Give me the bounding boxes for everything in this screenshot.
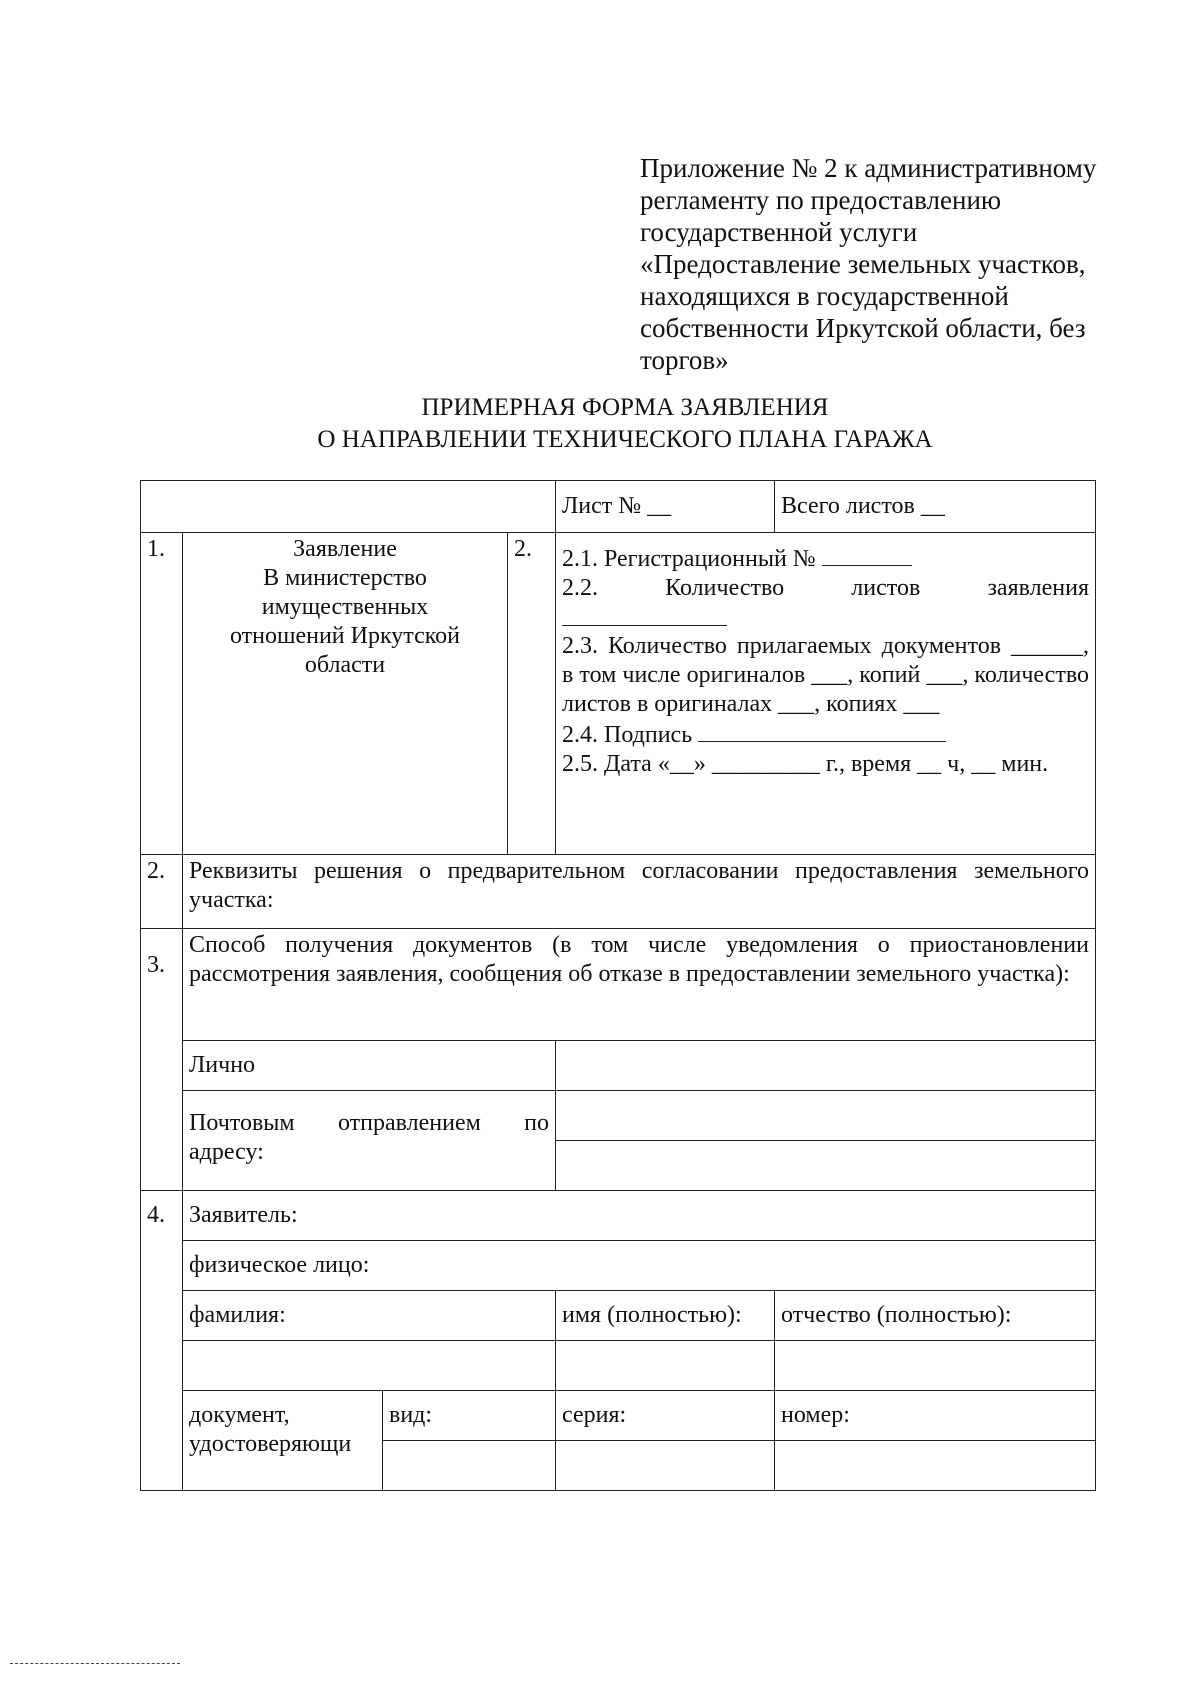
appendix-line: собственности Иркутской области, без <box>640 313 1086 343</box>
document-series-field[interactable] <box>556 1441 775 1491</box>
header-empty-cell <box>141 481 556 533</box>
fio-values-row <box>141 1341 1096 1391</box>
total-sheets-cell[interactable] <box>775 481 1096 533</box>
signature-label: 2.4. Подпись <box>562 722 693 748</box>
document-number-field[interactable] <box>775 1441 1096 1491</box>
sheet-number-cell[interactable] <box>556 481 775 533</box>
section-2-row <box>141 855 1096 929</box>
statement-sheets-field[interactable] <box>562 603 727 626</box>
statement-line: имущественных <box>261 594 429 620</box>
delivery-method-label: Способ получения документов (в том числе уведомления о приостановлении рассмотрения заявления, сообщения об отказе в предоставлении земельного участка): <box>183 929 1096 1041</box>
name-field[interactable] <box>556 1341 775 1391</box>
sub-number: 2. <box>508 533 556 855</box>
date-time-field[interactable]: 2.5. Дата «__» _________ г., время __ ч, __ мин. <box>562 751 1049 777</box>
form-title <box>140 392 1110 456</box>
section-1-row <box>141 533 1096 855</box>
appendix-line: торгов» <box>640 345 729 375</box>
document-series-label: серия: <box>556 1391 775 1441</box>
applicant-label: Заявитель: <box>183 1191 1096 1241</box>
application-form-table <box>140 480 1096 1491</box>
identity-document-label: документ, удостоверяющи <box>183 1391 383 1491</box>
appendix-line: регламенту по предоставлению <box>640 185 1002 215</box>
registration-number-label: 2.1. Регистрационный № <box>562 546 816 572</box>
statement-line: области <box>304 652 386 678</box>
name-label: имя (полностью): <box>556 1291 775 1341</box>
appendix-note <box>640 152 1140 376</box>
form-title-line-1: ПРИМЕРНАЯ ФОРМА ЗАЯВЛЕНИЯ <box>421 394 829 421</box>
section-number: 4. <box>141 1191 183 1491</box>
patronymic-label: отчество (полностью): <box>775 1291 1096 1341</box>
registration-number-field[interactable] <box>562 543 1089 574</box>
document-type-field[interactable] <box>383 1441 556 1491</box>
header-row <box>141 481 1096 533</box>
individual-label: физическое лицо: <box>183 1241 1096 1291</box>
statement-line: Заявление <box>293 536 397 562</box>
delivery-personal-label: Лично <box>183 1041 556 1091</box>
section-4-row <box>141 1191 1096 1241</box>
document-number-label: номер: <box>775 1391 1096 1441</box>
registration-cell <box>556 533 1096 855</box>
delivery-mail-label: Почтовым отправлением по адресу: <box>183 1091 556 1191</box>
page-edge-mark <box>10 1663 180 1664</box>
statement-cell <box>183 533 508 855</box>
sheet-number-label: Лист № __ <box>562 493 672 519</box>
section-number: 3. <box>141 929 183 1191</box>
section-3-row <box>141 929 1096 1041</box>
section-number: 1. <box>141 533 183 855</box>
appendix-line: Приложение № 2 к административному <box>640 153 1097 183</box>
appendix-line: «Предоставление земельных участков, <box>640 249 1086 279</box>
signature-field[interactable] <box>562 719 1089 750</box>
delivery-mail-address-line-2[interactable] <box>556 1141 1096 1191</box>
delivery-mail-address-line-1[interactable] <box>556 1091 1096 1141</box>
delivery-mail-row <box>141 1091 1096 1141</box>
section-number: 2. <box>141 855 183 929</box>
surname-field[interactable] <box>183 1341 556 1391</box>
statement-sheets-label: 2.2. Количество листов заявления <box>562 575 1089 601</box>
total-sheets-label: Всего листов __ <box>781 493 945 519</box>
statement-line: отношений Иркутской <box>229 623 461 649</box>
appendix-line: государственной услуги <box>640 217 918 247</box>
individual-row <box>141 1241 1096 1291</box>
statement-line: В министерство <box>263 565 427 591</box>
form-title-line-2: О НАПРАВЛЕНИИ ТЕХНИЧЕСКОГО ПЛАНА ГАРАЖА <box>317 426 933 453</box>
fio-labels-row <box>141 1291 1096 1341</box>
decision-details-field[interactable]: Реквизиты решения о предварительном согласовании предоставления земельного участка: <box>183 855 1096 929</box>
delivery-personal-mark[interactable] <box>556 1041 1096 1091</box>
attached-documents-field[interactable]: 2.3. Количество прилагаемых документов ______, в том числе оригиналов ___, копий ___, количество листов в оригиналах ___, копиях ___ <box>562 633 1089 717</box>
appendix-line: находящихся в государственной <box>640 281 1009 311</box>
patronymic-field[interactable] <box>775 1341 1096 1391</box>
delivery-personal-row <box>141 1041 1096 1091</box>
document-type-label: вид: <box>383 1391 556 1441</box>
document-labels-row <box>141 1391 1096 1441</box>
surname-label: фамилия: <box>183 1291 556 1341</box>
